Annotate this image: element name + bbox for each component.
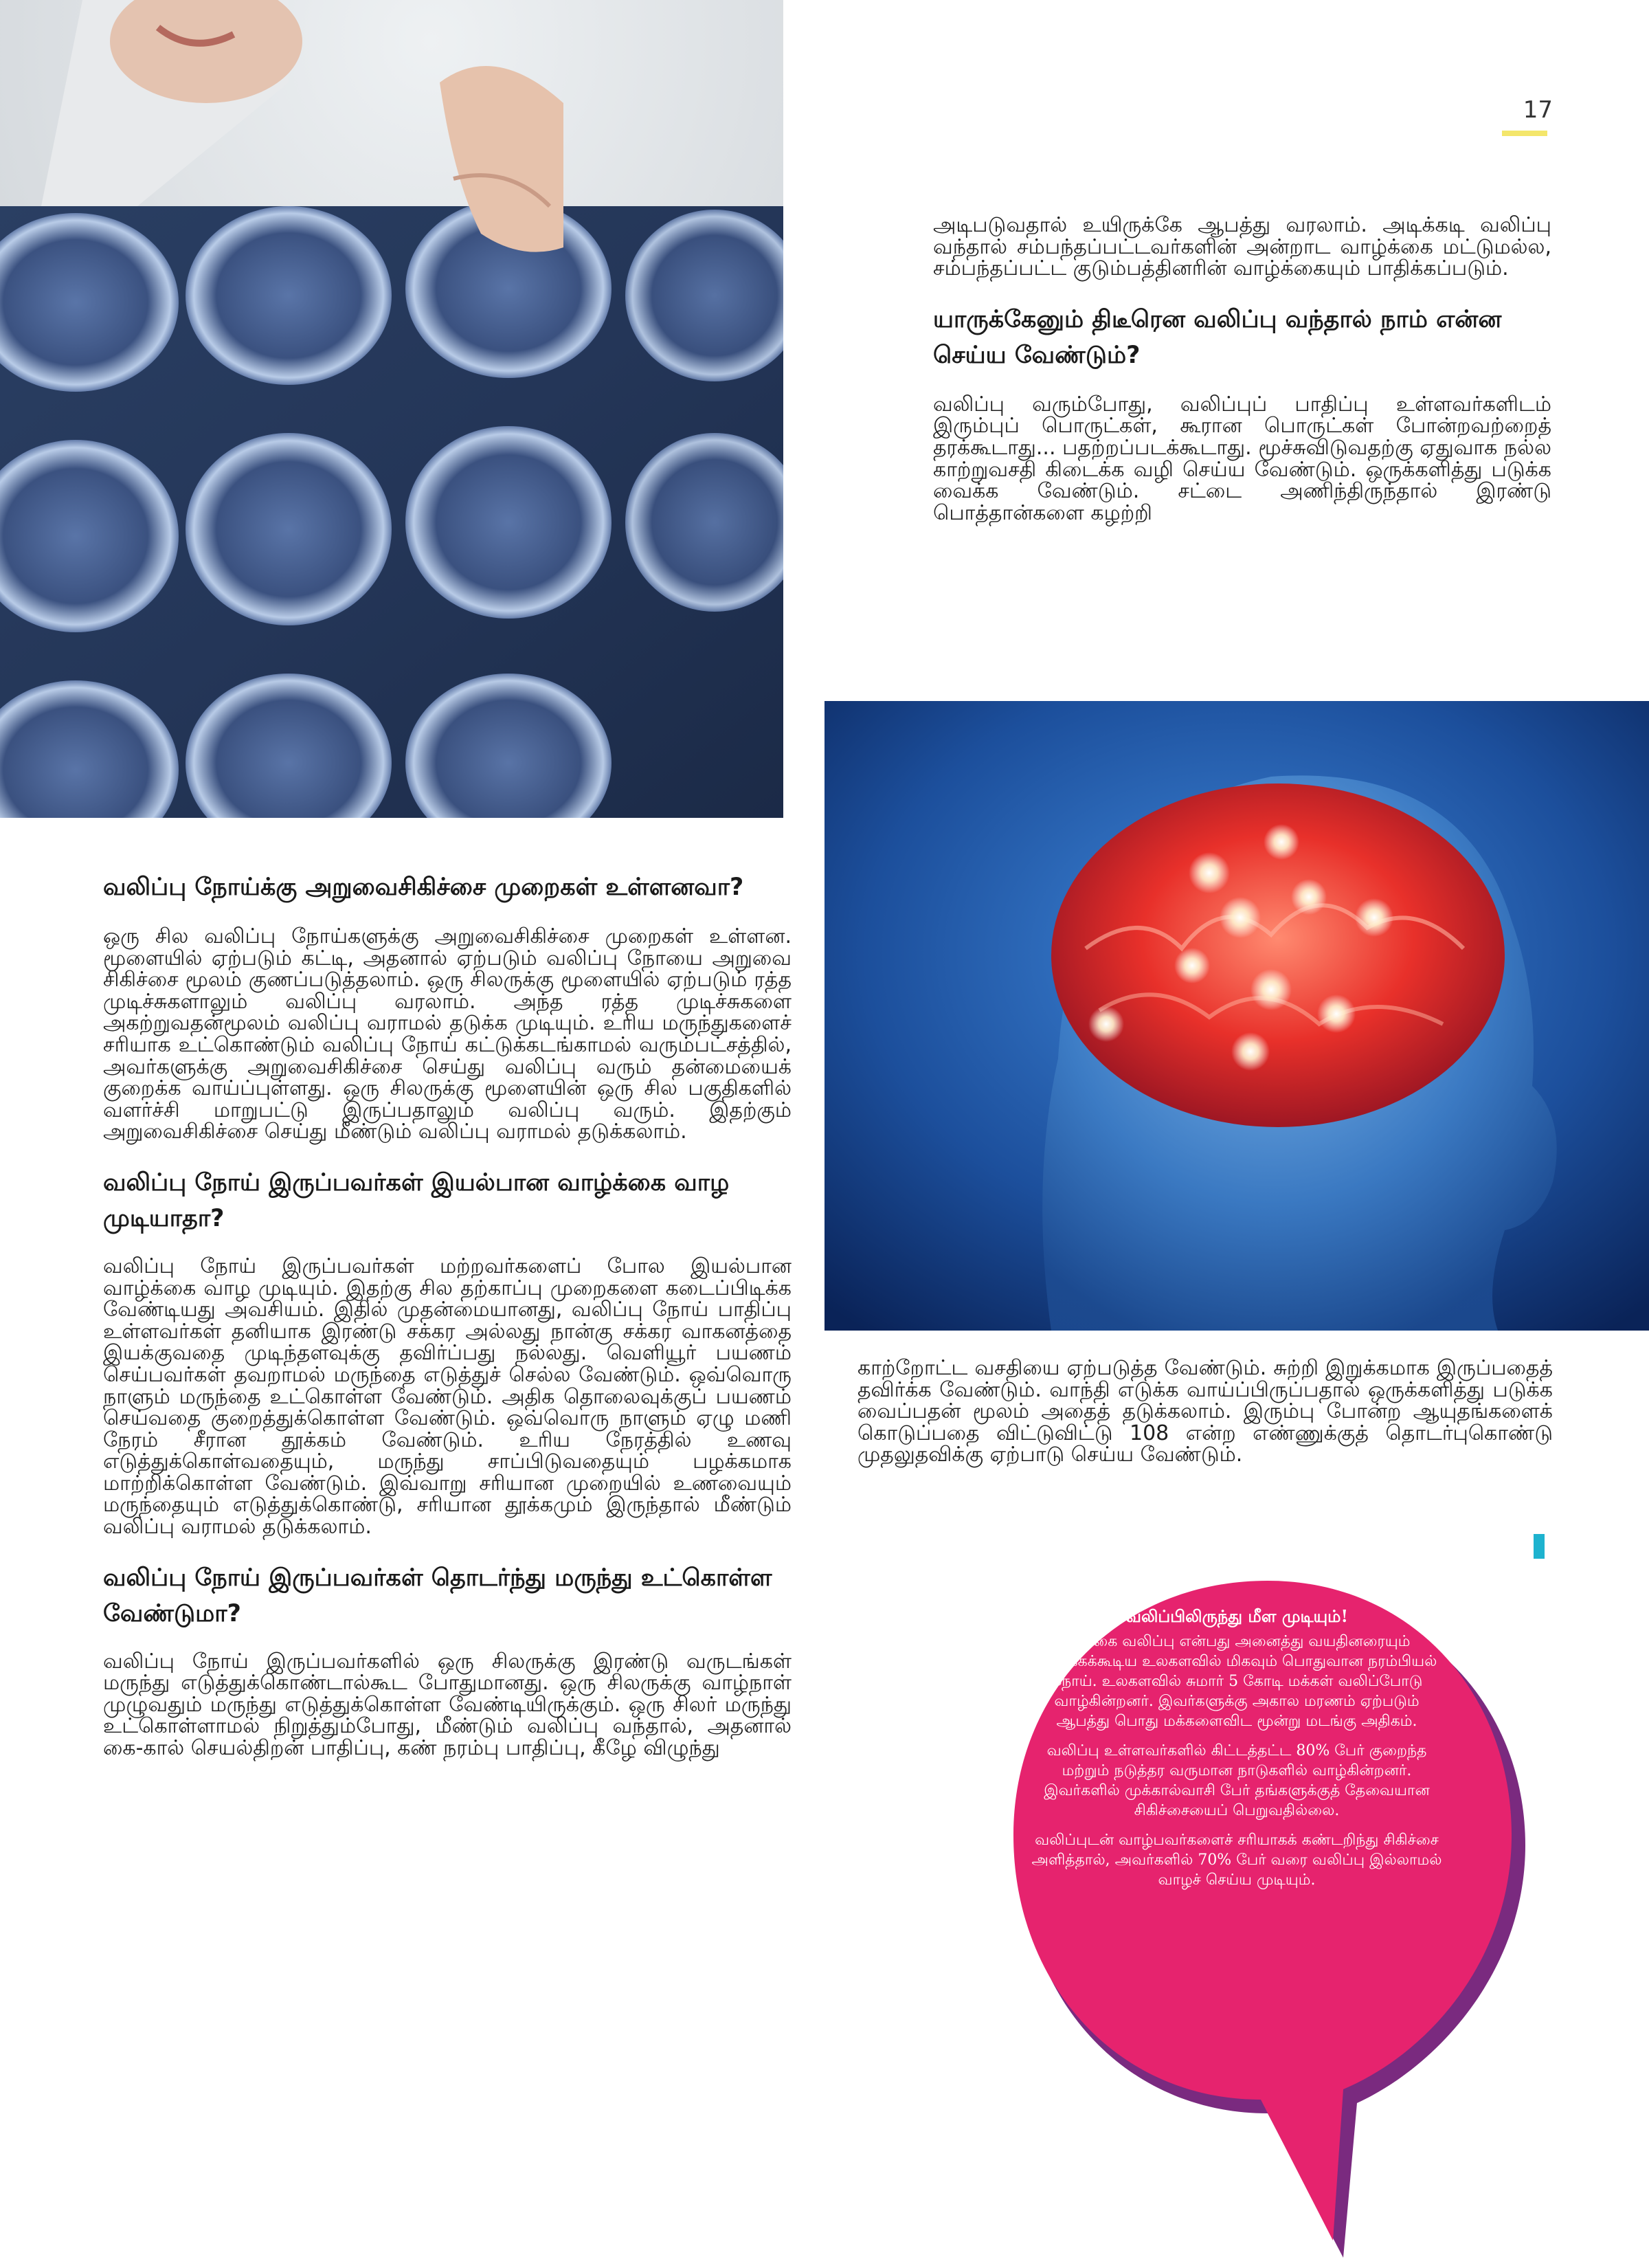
first-aid-continued-paragraph: காற்றோட்ட வசதியை ஏற்படுத்த வேண்டும். சுற்றி இறுக்கமாக இருப்பதைத் தவிர்க்க வேண்டும். வாந்தி எடுக்க வாய்ப்பிருப்பதால் ஒருக்களித்து படுக்க வைப்பதன் மூலம் அதைத் தடுக்கலாம். இரும்பு போன்ற ஆயுதங்களைக் கொடுப்பதை விட்டுவிட்டு 108 என்ற எண்ணுக்குத் தொடர்புகொண்டு முதலுதவிக்கு ஏற்பாடு செய்ய வேண்டும்.	[857, 1356, 1553, 1467]
page-number: 17	[1523, 96, 1553, 124]
normal-life-paragraph: வலிப்பு நோய் இருப்பவர்கள் மற்றவர்களைப் போல இயல்பான வாழ்க்கை வாழ முடியும். இதற்கு சில தற்காப்பு முறைகளை கடைப்பிடிக்க வேண்டியது அவசியம். இதில் முதன்மையானது, வலிப்பு நோய் பாதிப்பு உள்ளவர்கள் தனியாக இரண்டு சக்கர அல்லது நான்கு சக்கர வாகனத்தை இயக்குவதை முடிந்தளவுக்கு தவிர்ப்பது நல்லது. வெளியூர் பயணம் செய்பவர்கள் தவறாமல் மருந்தை எடுத்துச் செல்ல வேண்டும். ஒவ்வொரு நாளும் மருந்தை உட்கொள்ள வேண்டும். அதிக தொலைவுக்குப் பயணம் செய்வதை குறைத்துக்கொள்ள வேண்டும். ஒவ்வொரு நாளும் ஏழு மணி நேரம் சீரான தூக்கம் வேண்டும். உரிய நேரத்தில் உணவு எடுத்துக்கொள்வதையும், மருந்து சாப்பிடுவதையும் பழக்கமாக மாற்றிக்கொள்ள வேண்டும். இவ்வாறு சரியான முறையில் உணவையும் மருந்தையும் எடுத்துக்கொண்டு, சரியான தூக்கமும் இருந்தால் மீண்டும் வலிப்பு வராமல் தடுக்கலாம்.	[103, 1254, 792, 1539]
callout-paragraph-2: வலிப்பு உள்ளவர்களில் கிட்டத்தட்ட 80% பேர் குறைந்த மற்றும் நடுத்தர வருமான நாடுகளில் வாழ்கின்றனர். இவர்களில் முக்கால்வாசி பேர் தங்களுக்குத் தேவையான சிகிச்சையைப் பெறுவதில்லை.	[1044, 1742, 1430, 1819]
brain-illustration	[824, 701, 1649, 1331]
callout-content	[1027, 1605, 1446, 1900]
intro-paragraph: அடிபடுவதால் உயிருக்கே ஆபத்து வரலாம். அடிக்கடி வலிப்பு வந்தால் சம்பந்தப்பட்டவர்களின் அன்றாட வாழ்க்கை மட்டுமல்ல, சம்பந்தப்பட்ட குடும்பத்தினரின் வாழ்க்கையும் பாதிக்கப்படும்.	[933, 213, 1551, 281]
heading-medication: வலிப்பு நோய் இருப்பவர்கள் தொடர்ந்து மருந்து உட்கொள்ள வேண்டுமா?	[103, 1564, 772, 1627]
left-column	[103, 869, 792, 1759]
surgery-paragraph: ஒரு சில வலிப்பு நோய்களுக்கு அறுவைசிகிச்சை முறைகள் உள்ளன. மூளையில் ஏற்படும் கட்டி, அதனால் ஏற்படும் வலிப்பு நோயை அறுவை சிகிச்சை மூலம் குணப்படுத்தலாம். ஒரு சிலருக்கு மூளையில் ஏற்படும் ரத்த முடிச்சுகளாலும் வலிப்பு வரலாம். அந்த ரத்த முடிச்சுகளை அகற்றுவதன்மூலம் வலிப்பு வராமல் தடுக்க முடியும். உரிய மருந்துகளைச் சரியாக உட்கொண்டும் வலிப்பு நோய் கட்டுக்கடங்காமல் வரும்பட்சத்தில், அவர்களுக்கு அறுவைசிகிச்சை செய்து வலிப்பு வரும் தன்மையைக் குறைக்க வாய்ப்புள்ளது. ஒரு சிலருக்கு மூளையின் ஒரு சில பகுதிகளில் வளர்ச்சி மாறுபட்டு இருப்பதாலும் வலிப்பு வரும். இதற்கும் அறுவைசிகிச்சை செய்து மீண்டும் வலிப்பு வராமல் தடுக்கலாம்.	[103, 924, 792, 1144]
page-number-rule	[1502, 131, 1547, 136]
first-aid-paragraph: வலிப்பு வரும்போது, வலிப்புப் பாதிப்பு உள்ளவர்களிடம் இரும்புப் பொருட்கள், கூரான பொருட்கள் போன்றவற்றைத் தரக்கூடாது... பதற்றப்படக்கூடாது. மூச்சுவிடுவதற்கு ஏதுவாக நல்ல காற்றுவசதி கிடைக்க வழி செய்ய வேண்டும். ஒருக்களித்து படுக்க வைக்க வேண்டும். சட்டை அணிந்திருந்தால் இரண்டு பொத்தான்களை கழற்றி	[933, 392, 1551, 525]
xray-photo	[0, 0, 783, 818]
heading-normal-life: வலிப்பு நோய் இருப்பவர்கள் இயல்பான வாழ்க்கை வாழ முடியாதா?	[103, 1168, 730, 1232]
heading-surgery: வலிப்பு நோய்க்கு அறுவைசிகிச்சை முறைகள் உள்ளனவா?	[103, 874, 744, 901]
right-column-top	[933, 214, 1551, 524]
end-of-article-marker	[1534, 1534, 1545, 1559]
right-column-bottom	[857, 1357, 1553, 1466]
medication-paragraph: வலிப்பு நோய் இருப்பவர்களில் ஒரு சிலருக்கு இரண்டு வருடங்கள் மருந்து எடுத்துக்கொண்டால்கூட போதுமானது. ஒரு சிலருக்கு வாழ்நாள் முழுவதும் மருந்து எடுத்துக்கொள்ள வேண்டியிருக்கும். ஒரு சிலர் மருந்து உட்கொள்ளாமல் நிறுத்தும்போது, மீண்டும் வலிப்பு வந்தால், அதனால் கை-கால் செயல்திறன் பாதிப்பு, கண் நரம்பு பாதிப்பு, கீழே விழுந்து	[103, 1649, 792, 1761]
callout-paragraph-1: கால்கை வலிப்பு என்பது அனைத்து வயதினரையும் பாதிக்கக்கூடிய உலகளவில் மிகவும் பொதுவான நரம்பியல் நோய். உலகளவில் சுமார் 5 கோடி மக்கள் வலிப்போடு வாழ்கின்றனர். இவர்களுக்கு அகால மரணம் ஏற்படும் ஆபத்து பொது மக்களைவிட மூன்று மடங்கு அதிகம்.	[1036, 1633, 1437, 1730]
callout-paragraph-3: வலிப்புடன் வாழ்பவர்களைச் சரியாகக் கண்டறிந்து சிகிச்சை அளித்தால், அவர்களில் 70% பேர் வரை வலிப்பு இல்லாமல் வாழச் செய்ய முடியும்.	[1031, 1832, 1442, 1889]
callout-title: வலிப்பிலிருந்து மீள முடியும்!	[1125, 1606, 1348, 1626]
heading-first-aid: யாருக்கேனும் திடீரென வலிப்பு வந்தால் நாம் என்ன செய்ய வேண்டும்?	[933, 305, 1502, 369]
